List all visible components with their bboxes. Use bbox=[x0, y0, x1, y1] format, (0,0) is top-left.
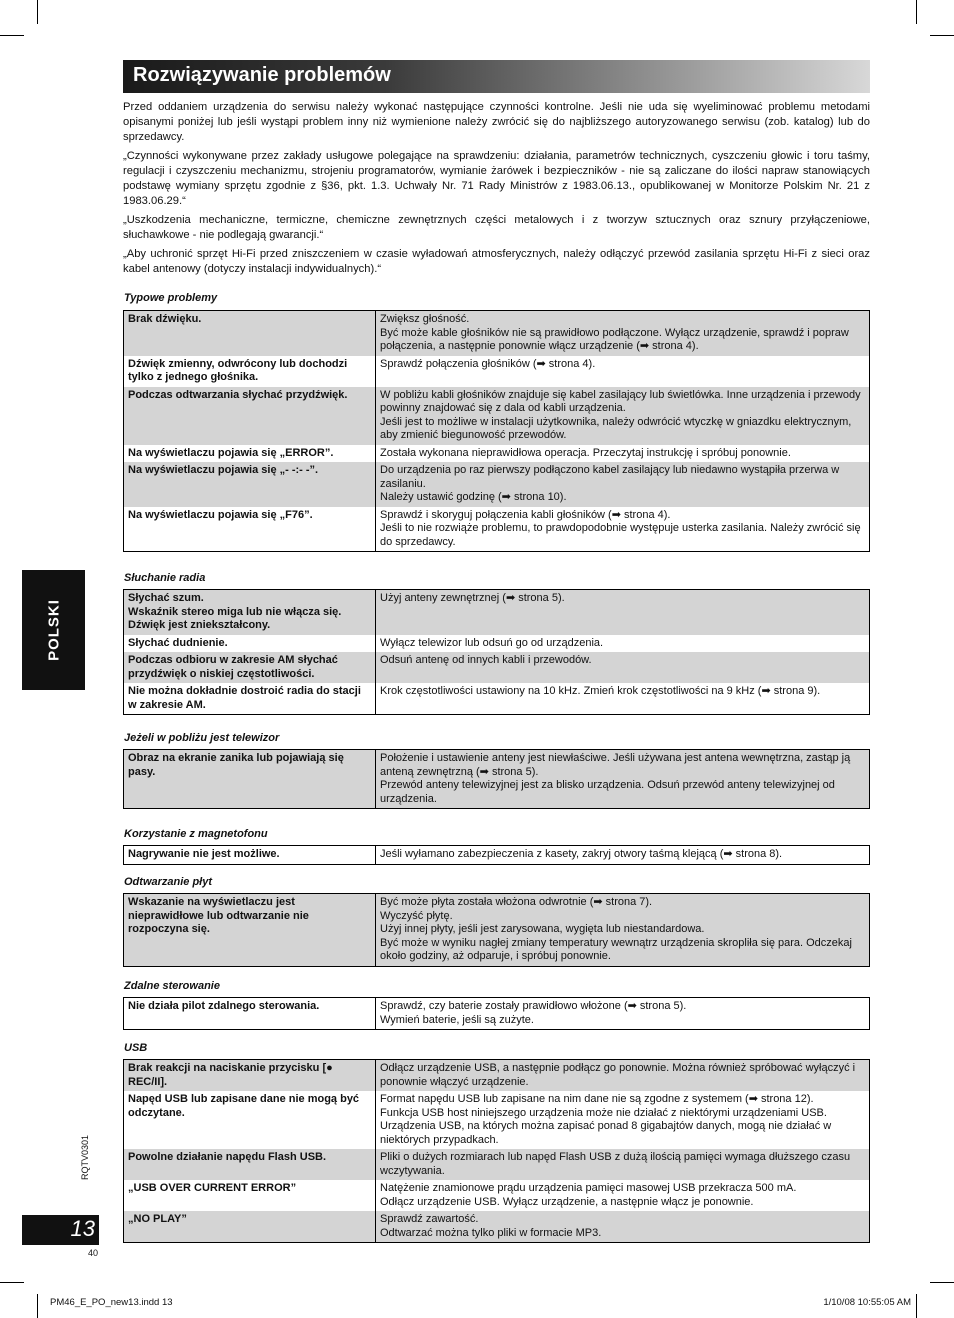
table-row bbox=[124, 635, 870, 653]
problem-cell: „USB OVER CURRENT ERROR” bbox=[124, 1180, 376, 1211]
problem-cell: Słychać dudnienie. bbox=[124, 635, 376, 653]
problem-cell: Nie można dokładnie dostroić radia do stacji w zakresie AM. bbox=[124, 683, 376, 715]
solution-cell: Pliki o dużych rozmiarach lub napęd Flash USB z dużą ilością pamięci wymaga dłuższego czasu wczytywania. bbox=[376, 1149, 870, 1180]
problem-cell: Brak reakcji na naciskanie przycisku [● REC/II]. bbox=[124, 1060, 376, 1092]
table-row bbox=[124, 311, 870, 356]
table-row bbox=[124, 998, 870, 1030]
solution-cell: Została wykonana nieprawidłowa operacja. Przeczytaj instrukcję i spróbuj ponownie. bbox=[376, 445, 870, 463]
solution-cell: Położenie i ustawienie anteny jest niewłaściwe. Jeśli używana jest antena wewnętrzna, zastąp ją anteną zewnętrzną (➡ strona 5). Przewód anteny telewizyjnej jest za blisko urządzenia. Odsuń przewód anteny telewizyjnej od urządzenia. bbox=[376, 750, 870, 809]
table-row bbox=[124, 356, 870, 387]
problem-cell: Nagrywanie nie jest możliwe. bbox=[124, 846, 376, 865]
crop-mark bbox=[0, 1282, 24, 1283]
page-title: Rozwiązywanie problemów bbox=[133, 64, 391, 86]
problem-cell: Napęd USB lub zapisane dane nie mogą być odczytane. bbox=[124, 1091, 376, 1149]
intro-text bbox=[123, 100, 870, 281]
document-code: RQTV0301 bbox=[80, 1134, 90, 1180]
problem-cell: Na wyświetlaczu pojawia się „ERROR”. bbox=[124, 445, 376, 463]
table-row bbox=[124, 846, 870, 865]
troubleshooting-table-tape bbox=[123, 845, 870, 865]
table-row bbox=[124, 1180, 870, 1211]
solution-cell: Być może płyta została włożona odwrotnie (➡ strona 7). Wyczyść płytę. Użyj innej płyty, jeśli jest zarysowana, wygięta lub niestandardowa. Być może w wyniku nagłej zmiany temperatury wewnątrz urządzenia skropliła się para. Odczekaj około godziny, aż odparuje, i spróbuj ponownie. bbox=[376, 894, 870, 967]
page-title-bar bbox=[123, 60, 870, 93]
footer-file-info: PM46_E_PO_new13.indd 13 bbox=[50, 1297, 173, 1308]
crop-mark bbox=[37, 1294, 38, 1318]
section-label-tape: Korzystanie z magnetofonu bbox=[124, 828, 268, 840]
table-row bbox=[124, 387, 870, 445]
table-row bbox=[124, 590, 870, 635]
problem-cell: Dźwięk zmienny, odwrócony lub dochodzi tylko z jednego głośnika. bbox=[124, 356, 376, 387]
solution-cell: Sprawdź, czy baterie zostały prawidłowo włożone (➡ strona 5). Wymień baterie, jeśli są zużyte. bbox=[376, 998, 870, 1030]
section-label-radio: Słuchanie radia bbox=[124, 572, 206, 584]
crop-mark bbox=[930, 1282, 954, 1283]
problem-cell: Powolne działanie napędu Flash USB. bbox=[124, 1149, 376, 1180]
section-label-typowe: Typowe problemy bbox=[124, 292, 218, 304]
section-label-remote: Zdalne sterowanie bbox=[124, 980, 220, 992]
footer-timestamp: 1/10/08 10:55:05 AM bbox=[823, 1297, 911, 1308]
solution-cell: Użyj anteny zewnętrznej (➡ strona 5). bbox=[376, 590, 870, 635]
table-row bbox=[124, 507, 870, 552]
page-number: 13 bbox=[70, 1216, 95, 1241]
problem-cell: Słychać szum. Wskaźnik stereo miga lub nie włącza się. Dźwięk jest zniekształcony. bbox=[124, 590, 376, 635]
solution-cell: Krok częstotliwości ustawiony na 10 kHz. Zmień krok częstotliwości na 9 kHz (➡ strona 9). bbox=[376, 683, 870, 715]
troubleshooting-table-remote bbox=[123, 997, 870, 1030]
troubleshooting-table-radio bbox=[123, 589, 870, 715]
problem-cell: Nie działa pilot zdalnego sterowania. bbox=[124, 998, 376, 1030]
solution-cell: Do urządzenia po raz pierwszy podłączono kabel zasilający lub niedawno wystąpiła przerwa w zasilaniu. Należy ustawić godzinę (➡ strona 10). bbox=[376, 462, 870, 507]
section-label-disc: Odtwarzanie płyt bbox=[124, 876, 213, 888]
problem-cell: Na wyświetlaczu pojawia się „- -:- -”. bbox=[124, 462, 376, 507]
page-number-box bbox=[22, 1215, 99, 1245]
crop-mark bbox=[0, 35, 24, 36]
solution-cell: Sprawdź zawartość. Odtwarzać można tylko pliki w formacie MP3. bbox=[376, 1211, 870, 1243]
table-row bbox=[124, 750, 870, 809]
section-label-tv: Jeżeli w pobliżu jest telewizor bbox=[124, 732, 280, 744]
solution-cell: Jeśli wyłamano zabezpieczenia z kasety, zakryj otwory taśmą klejącą (➡ strona 8). bbox=[376, 846, 870, 865]
troubleshooting-table-tv bbox=[123, 749, 870, 809]
intro-paragraph: „Uszkodzenia mechaniczne, termiczne, chemiczne zewnętrznych części metalowych i z tworzyw sztucznych oraz sznury przyłączeniowe, słuchawkowe - nie podlegają gwarancji.“ bbox=[123, 214, 870, 241]
problem-cell: Na wyświetlaczu pojawia się „F76”. bbox=[124, 507, 376, 552]
crop-mark bbox=[930, 35, 954, 36]
solution-cell: Natężenie znamionowe prądu urządzenia pamięci masowej USB przekracza 500 mA. Odłącz urządzenie USB. Wyłącz urządzenie, a następnie włącz je ponownie. bbox=[376, 1180, 870, 1211]
crop-mark bbox=[916, 0, 917, 24]
table-row bbox=[124, 462, 870, 507]
section-label-usb: USB bbox=[124, 1042, 148, 1054]
solution-cell: Odłącz urządzenie USB, a następnie podłącz go ponownie. Można również spróbować wyłączyć i ponownie włączyć urządzenie. bbox=[376, 1060, 870, 1092]
troubleshooting-table-disc bbox=[123, 893, 870, 967]
intro-paragraph: „Czynności wykonywane przez zakłady usługowe polegające na sprawdzeniu: działania, parametrów technicznych, cyszczeniu głowic i toru taśmy, regulacji i czyszczeniu mechanizmu, strojeniu programatorów, wymianie żarówek i bezpieczników - nie są zaliczane do ilości napraw stanowiących podstawę wymiany sprzętu zgodnie z §36, pkt. 1.3. Uchwały Nr. 71 Rady Ministrów z 1983.06.13., opublikowanej w Monitorze Polskim Nr. 21 z 1983.06.29.“ bbox=[123, 150, 870, 207]
table-row bbox=[124, 445, 870, 463]
language-tab-label: POLSKI bbox=[45, 599, 62, 661]
solution-cell: Format napędu USB lub zapisane na nim dane nie są zgodne z systemem (➡ strona 12). Funkcja USB host niniejszego urządzenia może nie działać z niektórymi urządzeniami USB. Urządzenia USB, na których można zapisać ponad 8 gigabajtów danych, mogą nie działać w niektórych przypadkach. bbox=[376, 1091, 870, 1149]
problem-cell: Obraz na ekranie zanika lub pojawiają się pasy. bbox=[124, 750, 376, 809]
troubleshooting-table-typowe bbox=[123, 310, 870, 552]
solution-cell: Sprawdź i skoryguj połączenia kabli głośników (➡ strona 4). Jeśli to nie rozwiąże problemu, to prawdopodobnie występuje usterka zasilania. Należy zwrócić się do sprzedawcy. bbox=[376, 507, 870, 552]
crop-mark bbox=[916, 1294, 917, 1318]
problem-cell: Wskazanie na wyświetlaczu jest nieprawidłowe lub odtwarzanie nie rozpoczyna się. bbox=[124, 894, 376, 967]
solution-cell: Odsuń antenę od innych kabli i przewodów. bbox=[376, 652, 870, 683]
language-tab bbox=[22, 570, 85, 690]
solution-cell: Wyłącz telewizor lub odsuń go od urządzenia. bbox=[376, 635, 870, 653]
table-row bbox=[124, 683, 870, 715]
page-small-number: 40 bbox=[88, 1248, 99, 1258]
table-row bbox=[124, 1060, 870, 1092]
problem-cell: Podczas odbioru w zakresie AM słychać przydźwięk o niskiej częstotliwości. bbox=[124, 652, 376, 683]
troubleshooting-table-usb bbox=[123, 1059, 870, 1243]
intro-paragraph: Przed oddaniem urządzenia do serwisu należy wykonać następujące czynności kontrolne. Jeśli nie uda się wyeliminować problemu metodami opisanymi poniżej lub jeśli wystąpi problem inny niż wymienione należy zwrócić się do najbliższego autoryzowanego serwisu (zob. katalog) lub do sprzedawcy. bbox=[123, 101, 870, 143]
problem-cell: Brak dźwięku. bbox=[124, 311, 376, 356]
problem-cell: „NO PLAY” bbox=[124, 1211, 376, 1243]
problem-cell: Podczas odtwarzania słychać przydźwięk. bbox=[124, 387, 376, 445]
solution-cell: Sprawdź połączenia głośników (➡ strona 4). bbox=[376, 356, 870, 387]
table-row bbox=[124, 1211, 870, 1243]
table-row bbox=[124, 1149, 870, 1180]
table-row bbox=[124, 1091, 870, 1149]
table-row bbox=[124, 894, 870, 967]
solution-cell: Zwiększ głośność. Być może kable głośników nie są prawidłowo podłączone. Wyłącz urządzenie, sprawdź i popraw połączenia, a następnie ponownie włącz urządzenie (➡ strona 4). bbox=[376, 311, 870, 356]
table-row bbox=[124, 652, 870, 683]
crop-mark bbox=[37, 0, 38, 24]
solution-cell: W pobliżu kabli głośników znajduje się kabel zasilający lub świetlówka. Inne urządzenia i przewody powinny znajdować się z dala od kabli urządzenia. Jeśli jest to możliwe w instalacji użytkownika, należy odwrócić wtyczkę w gniazdku elektrycznym, aby zmienić biegunowość przewodów. bbox=[376, 387, 870, 445]
intro-paragraph: „Aby uchronić sprzęt Hi-Fi przed zniszczeniem w czasie wyładowań atmosferycznych, należy odłączyć przewód zasilania sprzętu Hi-Fi z sieci oraz kabel antenowy (dotyczy instalacji indywidualnych).“ bbox=[123, 248, 870, 275]
